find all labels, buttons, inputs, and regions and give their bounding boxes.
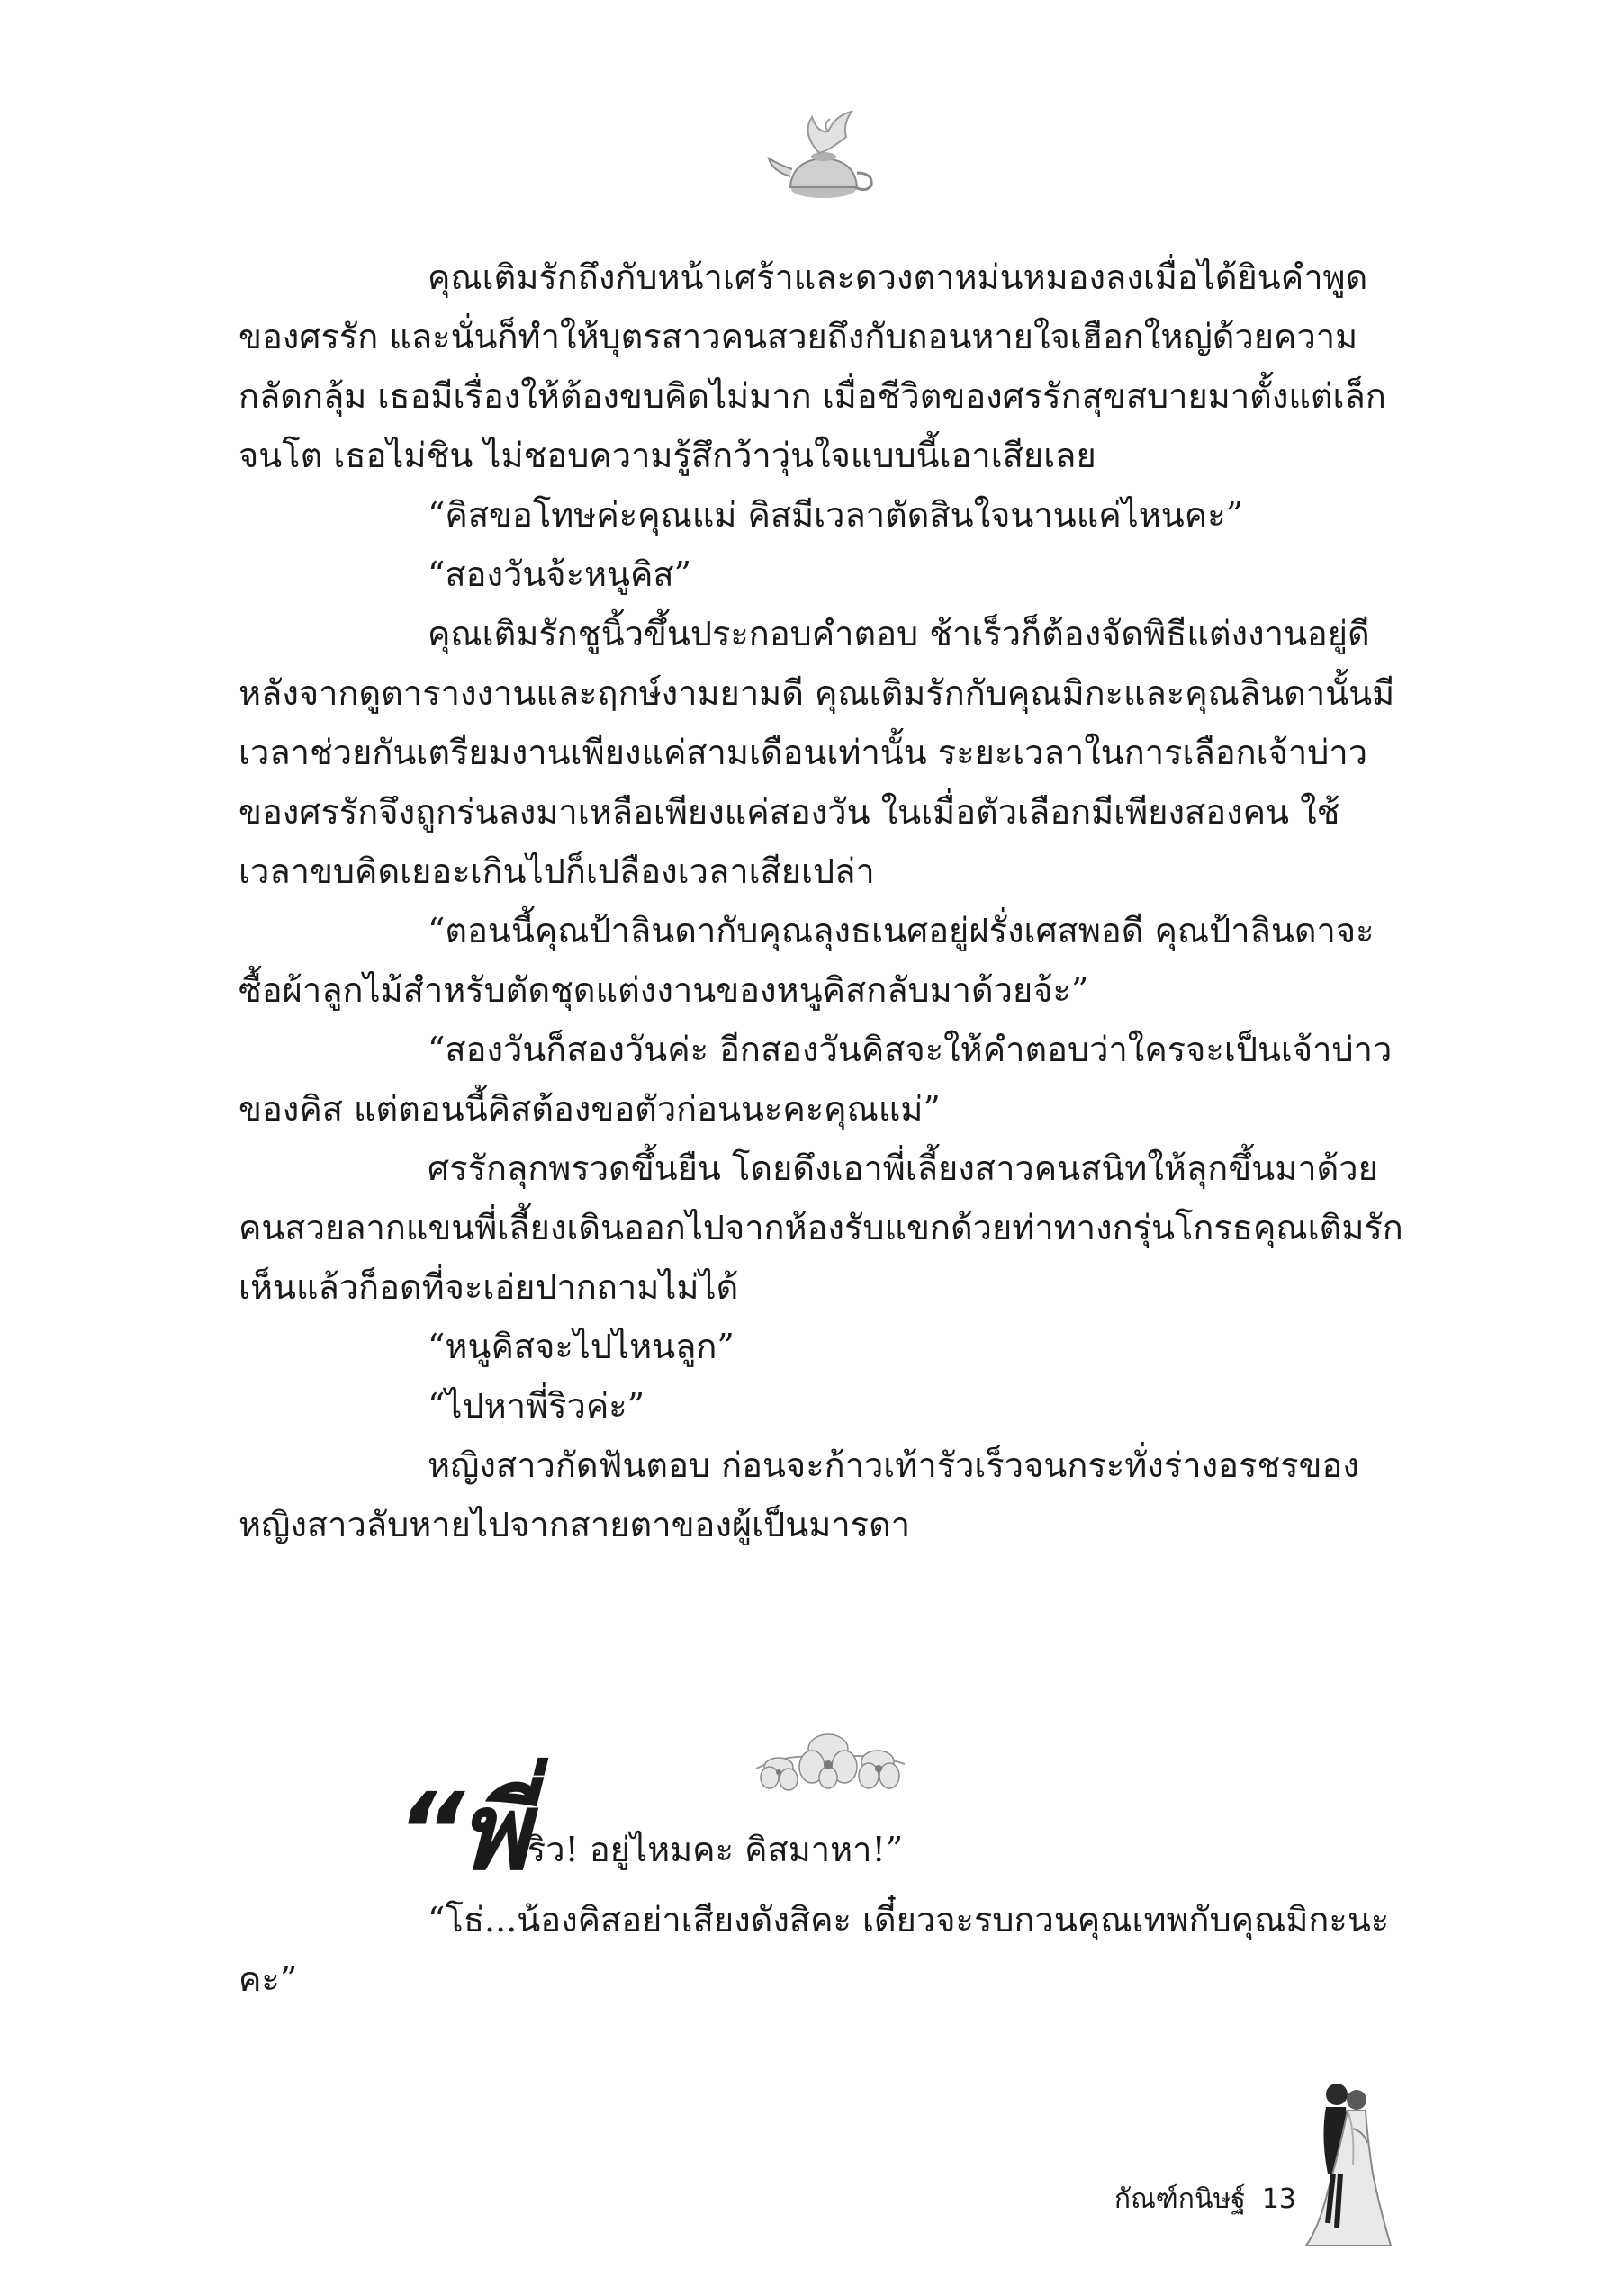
- paragraph: “สองวันจ้ะหนูคิส”: [428, 554, 692, 594]
- paragraph: “โธ่...น้องคิสอย่าเสียงดังสิคะ เดี๋ยวจะรบกวนคุณเทพกับคุณมิกะนะคะ”: [239, 1900, 1390, 1999]
- author-name: กัณฑ์กนิษฐ์: [1114, 2183, 1246, 2215]
- paragraph: คุณเติมรักชูนิ้วขึ้นประกอบคำตอบ ช้าเร็วก็ต้องจัดพิธีแต่งงานอยู่ดี หลังจากดูตารางงานและฤกษ์งามยามดี คุณเติมรักกับคุณมิกะและคุณลินดานั้นมีเวลาช่วยกันเตรียมงานเพียงแค่สามเดือนเท่านั้น ระยะเวลาในการเลือกเจ้าบ่าวของศรรักจึงถูกร่นลงมาเหลือเพียงแค่สองวัน ในเมื่อตัวเลือกมีเพียงสองคน ใช้เวลาขบคิดเยอะเกินไปก็เปลืองเวลาเสียเปล่า: [239, 614, 1395, 891]
- paragraph: ศรรักลุกพรวดขึ้นยืน โดยดึงเอาพี่เลี้ยงสาวคนสนิทให้ลุกขึ้นมาด้วย คนสวยลากแขนพี่เลี้ยงเดินออกไปจากห้องรับแขกด้วยท่าทางกรุ่นโกรธคุณเติมรักเห็นแล้วก็อดที่จะเอ่ยปากถามไม่ได้: [239, 1148, 1403, 1307]
- paragraph: “สองวันก็สองวันค่ะ อีกสองวันคิสจะให้คำตอบว่าใครจะเป็นเจ้าบ่าวของคิส แต่ตอนนี้คิสต้องขอตัวก่อนนะคะคุณแม่”: [239, 1030, 1393, 1129]
- paragraph: “ตอนนี้คุณป้าลินดากับคุณลุงธเนศอยู่ฝรั่งเศสพอดี คุณป้าลินดาจะซื้อผ้าลูกไม้สำหรับตัดชุดแต่งงานของหนูคิสกลับมาด้วยจ้ะ”: [239, 911, 1375, 1010]
- paragraph: คุณเติมรักถึงกับหน้าเศร้าและดวงตาหม่นหมองลงเมื่อได้ยินคำพูดของศรรัก และนั่นก็ทำให้บุตรสาวคนสวยถึงกับถอนหายใจเฮือกใหญ่ด้วยความกลัดกลุ้ม เธอมีเรื่องให้ต้องขบคิดไม่มาก เมื่อชีวิตของศรรักสุขสบายมาตั้งแต่เล็กจนโต เธอไม่ชิน ไม่ชอบความรู้สึกว้าวุ่นใจแบบนี้เอาเสียเลย: [239, 257, 1386, 475]
- opening-line-text: ริว! อยู่ไหมคะ คิสมาหา!”: [527, 1830, 904, 1869]
- drop-cap: “พี่: [396, 1769, 524, 1894]
- page-footer: [1053, 2178, 1296, 2220]
- chapter-opening-line: [396, 1769, 1386, 1894]
- body-text-continued: [239, 1890, 1409, 2009]
- paragraph: หญิงสาวกัดฟันตอบ ก่อนจะก้าวเท้ารัวเร็วจนกระทั่งร่างอรชรของหญิงสาวลับหายไปจากสายตาของผู้เป็นมารดา: [239, 1445, 1359, 1544]
- paragraph: “คิสขอโทษค่ะคุณแม่ คิสมีเวลาตัดสินใจนานแค่ไหนคะ”: [428, 495, 1244, 535]
- body-text: [239, 248, 1409, 1554]
- paragraph: “หนูคิสจะไปไหนลูก”: [428, 1327, 735, 1366]
- wedding-couple-icon: [1301, 2075, 1395, 2250]
- page-number: 13: [1261, 2183, 1296, 2215]
- paragraph: “ไปหาพี่ริวค่ะ”: [428, 1386, 645, 1426]
- teapot-ornament-icon: [765, 106, 882, 205]
